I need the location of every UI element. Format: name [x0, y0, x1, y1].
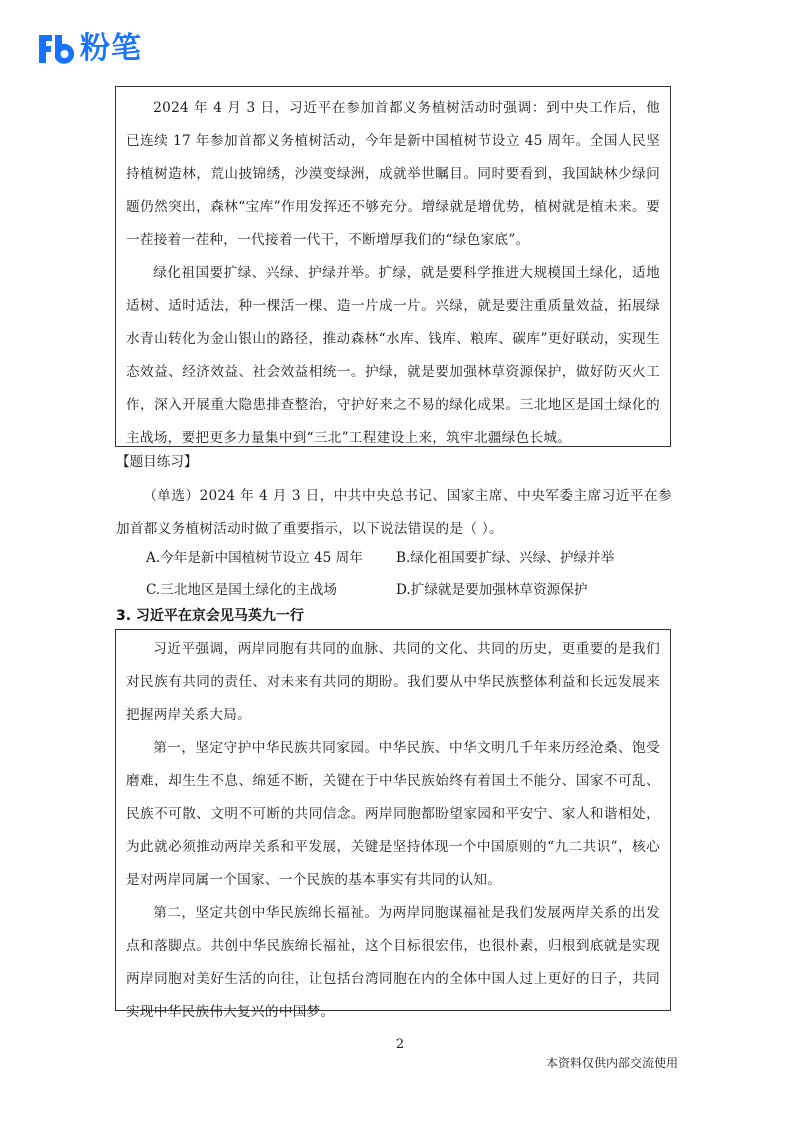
passage-paragraph: 2024 年 4 月 3 日，习近平在参加首都义务植树活动时强调：到中央工作后，他已连续 17 年参加首都义务植树活动，今年是新中国植树节设立 45 周年。全国人民坚持植树造林，荒山披锦绣，沙漠变绿洲，成就举世瞩目。同时要看到，我国缺林少绿问题仍然突出，森林“宝库”作用发挥还不够充分。增绿就是增优势，植树就是植未来。要一茬接着一茬种，一代接着一代干，不断增厚我们的“绿色家底”。 [126, 100, 660, 248]
answer-options [146, 540, 666, 604]
option-d: D.扩绿就是要加强林草资源保护 [396, 582, 588, 598]
option-b: B.绿化祖国要扩绿、兴绿、护绿并举 [396, 550, 615, 566]
page-number: 2 [395, 1037, 405, 1052]
footer-note: 本资料仅供内部交流使用 [545, 1056, 678, 1070]
options-row [146, 572, 666, 604]
passage-paragraph: 第一，坚定守护中华民族共同家园。中华民族、中华文明几千年来历经沧桑、饱受磨难，却生生不息、绵延不断，关键在于中华民族始终有着国土不能分、国家不可乱、民族不可散、文明不可断的共同信念。两岸同胞都盼望家园和平安宁、家人和谐相处，为此就必须推动两岸关系和平发展，关键是坚持体现一个中国原则的“九二共识”，核心是对两岸同属一个国家、一个民族的基本事实有共同的认知。 [126, 740, 660, 888]
option-c: C.三北地区是国土绿化的主战场 [146, 582, 337, 598]
passage-paragraph: 第二，坚定共创中华民族绵长福祉。为两岸同胞谋福祉是我们发展两岸关系的出发点和落脚点。共创中华民族绵长福祉，这个目标很宏伟，也很朴素，归根到底就是实现两岸同胞对美好生活的向往，让包括台湾同胞在内的全体中国人过上更好的日子，共同实现中华民族伟大复兴的中国梦。 [126, 905, 660, 1020]
question-text: （单选）2024 年 4 月 3 日，中共中央总书记、国家主席、中央军委主席习近平在参加首都义务植树活动时做了重要指示，以下说法错误的是（ ）。 [116, 488, 672, 537]
passage-paragraph: 绿化祖国要扩绿、兴绿、护绿并举。扩绿，就是要科学推进大规模国土绿化，适地适树、适时适法，种一棵活一棵、造一片成一片。兴绿，就是要注重质量效益，拓展绿水青山转化为金山银山的路径，推动森林“水库、钱库、粮库、碳库”更好联动，实现生态效益、经济效益、社会效益相统一。护绿，就是要加强林草资源保护，做好防灭火工作，深入开展重大隐患排查整治，守护好来之不易的绿化成果。三北地区是国土绿化的主战场，要把更多力量集中到“三北”工程建设上来，筑牢北疆绿色长城。 [126, 265, 660, 446]
logo-text: 粉笔 [80, 31, 142, 66]
options-row [146, 540, 666, 572]
passage-paragraph: 习近平强调，两岸同胞有共同的血脉、共同的文化、共同的历史，更重要的是我们对民族有共同的责任、对未来有共同的期盼。我们要从中华民族整体利益和长远发展来把握两岸关系大局。 [126, 641, 660, 723]
passage-box-tree-planting [115, 86, 671, 447]
exercise-section-label: 【题目练习】 [116, 454, 198, 470]
section-heading: 3. 习近平在京会见马英九一行 [116, 608, 304, 624]
option-a: A.今年是新中国植树节设立 45 周年 [146, 550, 363, 566]
fb-logo-icon [36, 32, 76, 66]
exercise-question [116, 480, 672, 546]
passage-box-meeting [115, 629, 671, 1020]
brand-logo [36, 32, 142, 66]
